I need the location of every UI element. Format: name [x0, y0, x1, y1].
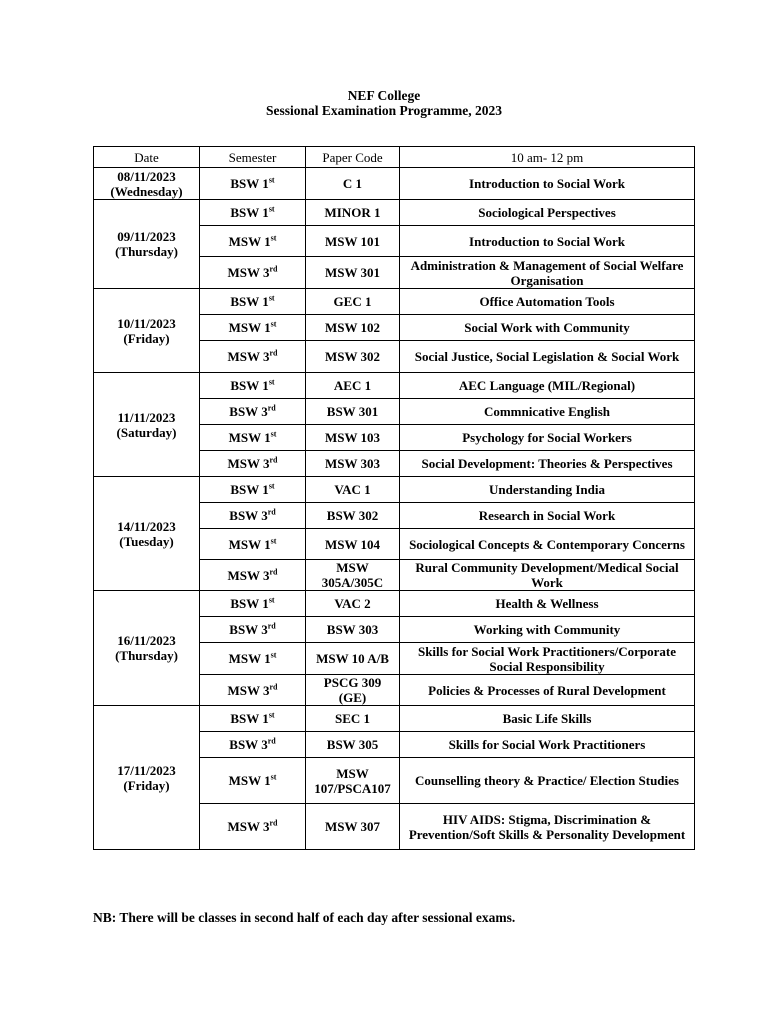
- subject-cell: Basic Life Skills: [400, 706, 695, 732]
- semester-cell: [200, 399, 306, 425]
- semester-cell: [200, 451, 306, 477]
- paper-code-cell: MSW 301: [306, 257, 400, 289]
- semester-cell: [200, 503, 306, 529]
- semester-label: MSW 1: [228, 651, 271, 666]
- header-semester: Semester: [200, 147, 306, 168]
- semester-ordinal-suffix: rd: [269, 567, 278, 577]
- semester-cell: [200, 758, 306, 804]
- exam-date: 14/11/2023: [117, 518, 176, 534]
- paper-code-cell: MSW 101: [306, 226, 400, 257]
- semester-label: BSW 1: [230, 294, 269, 309]
- exam-date: 10/11/2023: [117, 315, 176, 331]
- paper-code-cell: VAC 1: [306, 477, 400, 503]
- semester-ordinal-suffix: rd: [267, 736, 276, 746]
- footer-note: NB: There will be classes in second half of each day after sessional exams.: [93, 910, 516, 925]
- exam-date: 11/11/2023: [117, 409, 176, 425]
- semester-ordinal-suffix: st: [270, 650, 277, 660]
- exam-date: 17/11/2023: [117, 762, 176, 778]
- subject-cell: Social Development: Theories & Perspectives: [400, 451, 695, 477]
- subject-cell: Working with Community: [400, 617, 695, 643]
- paper-code-cell: BSW 305: [306, 732, 400, 758]
- semester-ordinal-suffix: rd: [267, 507, 276, 517]
- subject-cell: AEC Language (MIL/Regional): [400, 373, 695, 399]
- semester-label: MSW 1: [228, 773, 271, 788]
- semester-cell: [200, 477, 306, 503]
- exam-schedule-table: [93, 146, 695, 850]
- subject-cell: Sociological Perspectives: [400, 200, 695, 226]
- semester-label: MSW 3: [227, 349, 270, 364]
- paper-code-cell: MSW 307: [306, 804, 400, 850]
- subject-cell: Rural Community Development/Medical Social Work: [400, 560, 695, 591]
- subject-cell: Skills for Social Work Practitioners/Corporate Social Responsibility: [400, 643, 695, 675]
- header-date: Date: [94, 147, 200, 168]
- semester-label: BSW 3: [229, 622, 268, 637]
- semester-cell: [200, 425, 306, 451]
- subject-cell: Psychology for Social Workers: [400, 425, 695, 451]
- semester-cell: [200, 732, 306, 758]
- semester-label: MSW 3: [227, 567, 270, 583]
- subject-cell: Social Justice, Social Legislation & Social Work: [400, 341, 695, 373]
- paper-code-cell: BSW 301: [306, 399, 400, 425]
- subject-cell: Research in Social Work: [400, 503, 695, 529]
- semester-ordinal-suffix: rd: [269, 264, 278, 274]
- subject-cell: Introduction to Social Work: [400, 168, 695, 200]
- semester-cell: [200, 289, 306, 315]
- paper-code-cell: GEC 1: [306, 289, 400, 315]
- exam-day: (Thursday): [115, 244, 178, 259]
- paper-code-cell: AEC 1: [306, 373, 400, 399]
- paper-code-cell: MSW 303: [306, 451, 400, 477]
- subject-cell: Understanding India: [400, 477, 695, 503]
- semester-ordinal-suffix: st: [268, 204, 275, 214]
- table-row: [94, 289, 695, 315]
- semester-ordinal-suffix: rd: [269, 348, 278, 358]
- semester-label: BSW 1: [230, 711, 269, 726]
- paper-code-cell: MSW 305A/305C: [306, 560, 400, 591]
- semester-cell: [200, 617, 306, 643]
- table-row: [94, 477, 695, 503]
- semester-cell: [200, 675, 306, 706]
- semester-label: BSW 3: [229, 404, 268, 419]
- semester-ordinal-suffix: st: [268, 377, 275, 387]
- paper-code-cell: PSCG 309 (GE): [306, 675, 400, 706]
- semester-label: MSW 1: [228, 320, 271, 335]
- semester-ordinal-suffix: st: [268, 293, 275, 303]
- paper-code-cell: BSW 302: [306, 503, 400, 529]
- semester-cell: [200, 200, 306, 226]
- paper-code-cell: BSW 303: [306, 617, 400, 643]
- semester-label: MSW 1: [228, 233, 271, 249]
- exam-date: 16/11/2023: [117, 633, 176, 648]
- subject-cell: Office Automation Tools: [400, 289, 695, 315]
- table-row: [94, 706, 695, 732]
- paper-code-cell: MINOR 1: [306, 200, 400, 226]
- semester-label: BSW 1: [230, 378, 269, 393]
- semester-ordinal-suffix: st: [268, 595, 275, 605]
- table-row: [94, 373, 695, 399]
- exam-date: 09/11/2023: [117, 229, 176, 244]
- exam-day: (Tuesday): [119, 533, 174, 549]
- exam-day: (Friday): [123, 330, 170, 346]
- semester-ordinal-suffix: st: [270, 429, 277, 439]
- semester-label: BSW 1: [230, 596, 269, 611]
- subject-cell: Administration & Management of Social Welfare Organisation: [400, 257, 695, 289]
- table-body: [94, 168, 695, 850]
- exam-day: (Wednesday): [110, 183, 183, 199]
- subject-cell: Introduction to Social Work: [400, 226, 695, 257]
- table-row: [94, 200, 695, 226]
- subject-cell: Social Work with Community: [400, 315, 695, 341]
- semester-label: MSW 1: [228, 536, 271, 552]
- table-header-row: [94, 147, 695, 168]
- semester-cell: [200, 315, 306, 341]
- date-cell: [94, 591, 200, 706]
- date-cell: [94, 200, 200, 289]
- semester-cell: [200, 591, 306, 617]
- semester-ordinal-suffix: st: [270, 772, 277, 782]
- semester-label: BSW 1: [230, 482, 269, 497]
- semester-ordinal-suffix: st: [268, 710, 275, 720]
- exam-date: 08/11/2023: [117, 168, 176, 184]
- semester-label: MSW 3: [227, 265, 270, 280]
- semester-cell: [200, 560, 306, 591]
- semester-ordinal-suffix: rd: [267, 621, 276, 631]
- paper-code-cell: SEC 1: [306, 706, 400, 732]
- semester-cell: [200, 257, 306, 289]
- semester-cell: [200, 643, 306, 675]
- date-cell: [94, 477, 200, 591]
- paper-code-cell: MSW 104: [306, 529, 400, 560]
- paper-code-cell: MSW 10 A/B: [306, 643, 400, 675]
- semester-cell: [200, 168, 306, 200]
- semester-cell: [200, 226, 306, 257]
- semester-cell: [200, 529, 306, 560]
- table-row: [94, 168, 695, 200]
- semester-ordinal-suffix: rd: [269, 818, 278, 828]
- semester-cell: [200, 373, 306, 399]
- semester-ordinal-suffix: st: [270, 233, 277, 243]
- subject-cell: HIV AIDS: Stigma, Discrimination & Prevention/Soft Skills & Personality Development: [400, 804, 695, 850]
- exam-day: (Friday): [123, 777, 170, 793]
- paper-code-cell: MSW 107/PSCA107: [306, 758, 400, 804]
- subject-cell: Skills for Social Work Practitioners: [400, 732, 695, 758]
- header-time-slot: 10 am- 12 pm: [400, 147, 695, 168]
- semester-label: BSW 3: [229, 508, 268, 523]
- subject-cell: Counselling theory & Practice/ Election Studies: [400, 758, 695, 804]
- semester-ordinal-suffix: st: [270, 536, 277, 546]
- date-cell: [94, 373, 200, 477]
- college-name: NEF College: [347, 88, 421, 103]
- semester-ordinal-suffix: st: [268, 175, 275, 185]
- date-cell: [94, 168, 200, 200]
- subject-cell: Sociological Concepts & Contemporary Concerns: [400, 529, 695, 560]
- programme-title: Sessional Examination Programme, 2023: [266, 103, 502, 118]
- semester-label: BSW 1: [230, 205, 269, 220]
- subject-cell: Commnicative English: [400, 399, 695, 425]
- semester-label: MSW 3: [227, 682, 270, 698]
- semester-label: MSW 3: [227, 456, 270, 471]
- exam-day: (Saturday): [116, 424, 177, 440]
- paper-code-cell: VAC 2: [306, 591, 400, 617]
- semester-label: BSW 1: [230, 176, 269, 191]
- paper-code-cell: C 1: [306, 168, 400, 200]
- semester-label: MSW 3: [227, 819, 270, 834]
- exam-day: (Thursday): [115, 648, 178, 663]
- date-cell: [94, 289, 200, 373]
- header-paper-code: Paper Code: [306, 147, 400, 168]
- subject-cell: Policies & Processes of Rural Development: [400, 675, 695, 706]
- semester-ordinal-suffix: rd: [267, 403, 276, 413]
- semester-ordinal-suffix: rd: [269, 455, 278, 465]
- semester-ordinal-suffix: st: [270, 319, 277, 329]
- semester-cell: [200, 804, 306, 850]
- semester-cell: [200, 706, 306, 732]
- semester-cell: [200, 341, 306, 373]
- paper-code-cell: MSW 103: [306, 425, 400, 451]
- paper-code-cell: MSW 302: [306, 341, 400, 373]
- subject-cell: Health & Wellness: [400, 591, 695, 617]
- table-row: [94, 591, 695, 617]
- paper-code-cell: MSW 102: [306, 315, 400, 341]
- date-cell: [94, 706, 200, 850]
- semester-ordinal-suffix: rd: [269, 682, 278, 692]
- semester-label: MSW 1: [228, 430, 271, 445]
- semester-label: BSW 3: [229, 737, 268, 752]
- semester-ordinal-suffix: st: [268, 481, 275, 491]
